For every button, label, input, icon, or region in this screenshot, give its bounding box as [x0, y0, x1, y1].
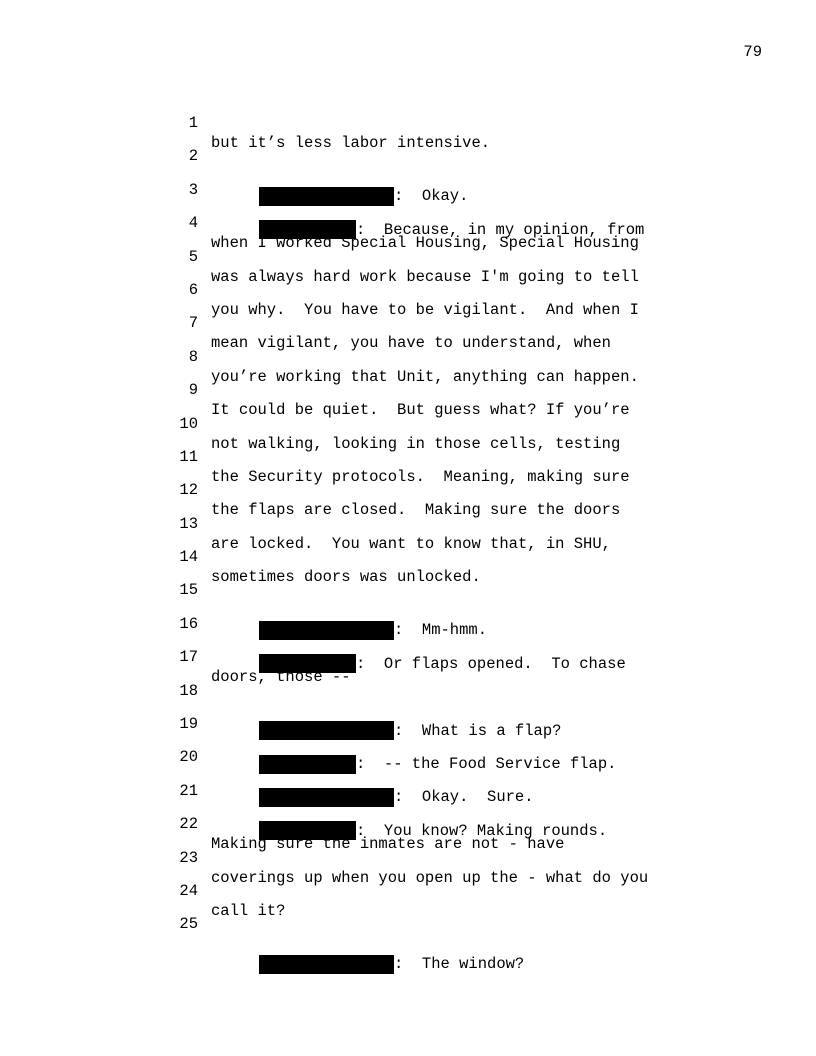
line-number: 18	[179, 681, 198, 700]
line-number: 25	[179, 915, 198, 934]
transcript-line	[172, 460, 732, 520]
line-text: are locked. You want to know that, in SHU,	[211, 534, 611, 553]
speech-text: : Or flaps opened. To chase	[356, 654, 626, 673]
transcript-line	[172, 427, 732, 486]
line-text: not walking, looking in those cells, testing	[211, 434, 621, 453]
transcript-line	[172, 360, 732, 420]
line-number: 4	[188, 214, 198, 233]
speech-text: : Because, in my opinion, from	[356, 220, 645, 239]
line-number: 5	[188, 247, 198, 266]
transcript-line	[172, 93, 732, 152]
line-text: the Security protocols. Meaning, making sure	[211, 467, 630, 486]
line-number: 11	[179, 447, 198, 466]
line-text: the flaps are closed. Making sure the doors	[211, 501, 621, 520]
line-number: 8	[188, 347, 198, 366]
line-text: coverings up when you open up the - what do you	[211, 868, 649, 887]
line-number: 12	[179, 481, 198, 500]
transcript-line	[172, 126, 732, 206]
line-number: 19	[179, 715, 198, 734]
speech-text: : What is a flap?	[394, 721, 562, 740]
line-text: you’re working that Unit, anything can happen.	[211, 367, 639, 386]
speech-text: : You know? Making rounds.	[356, 821, 608, 840]
line-text: you why. You have to be vigilant. And when I	[211, 300, 639, 319]
transcript-line	[172, 828, 732, 887]
transcript-line	[172, 293, 732, 353]
line-number: 14	[179, 548, 198, 567]
line-number: 10	[179, 414, 198, 433]
line-text: mean vigilant, you have to understand, when	[211, 334, 611, 353]
line-text: It could be quiet. But guess what? If you’re	[211, 401, 630, 420]
line-number: 24	[179, 881, 198, 900]
line-number: 15	[179, 581, 198, 600]
line-text: Making sure the inmates are not - have	[211, 835, 565, 854]
speech-text: : The window?	[394, 955, 525, 974]
line-text: call it?	[211, 901, 286, 920]
line-number: 3	[188, 180, 198, 199]
transcript-line	[172, 527, 732, 587]
transcript-body	[172, 93, 732, 974]
line-number: 22	[179, 815, 198, 834]
page-number: 79	[743, 43, 762, 61]
transcript-line	[172, 861, 732, 920]
line-text: but it’s less labor intensive.	[211, 134, 491, 152]
transcript-line	[172, 327, 732, 386]
line-number: 16	[179, 614, 198, 633]
line-text: when I worked Special Housing, Special Housing	[211, 234, 639, 253]
line-text: sometimes doors was unlocked.	[211, 568, 481, 587]
transcript-line	[172, 894, 732, 974]
transcript-line	[172, 394, 732, 453]
speaker-turn	[259, 954, 524, 974]
line-number: 6	[188, 280, 198, 299]
line-text: was always hard work because I'm going to tell	[211, 267, 639, 286]
line-number: 23	[179, 848, 198, 867]
line-text: doors, those --	[211, 668, 351, 687]
transcript-line	[172, 227, 732, 286]
speech-text: : Okay. Sure.	[394, 788, 534, 807]
line-number: 1	[188, 114, 198, 132]
line-number: 7	[188, 314, 198, 333]
transcript-line	[172, 494, 732, 553]
speech-text: : Mm-hmm.	[394, 621, 488, 640]
line-number: 2	[188, 147, 198, 166]
speech-text: : -- the Food Service flap.	[356, 755, 617, 774]
line-number: 20	[179, 748, 198, 767]
line-number: 17	[179, 648, 198, 667]
line-number: 13	[179, 514, 198, 533]
line-number: 9	[188, 381, 198, 400]
speech-text: : Okay.	[394, 187, 469, 206]
redacted-speaker-name	[259, 955, 394, 974]
transcript-line	[172, 260, 732, 319]
line-number: 21	[179, 781, 198, 800]
